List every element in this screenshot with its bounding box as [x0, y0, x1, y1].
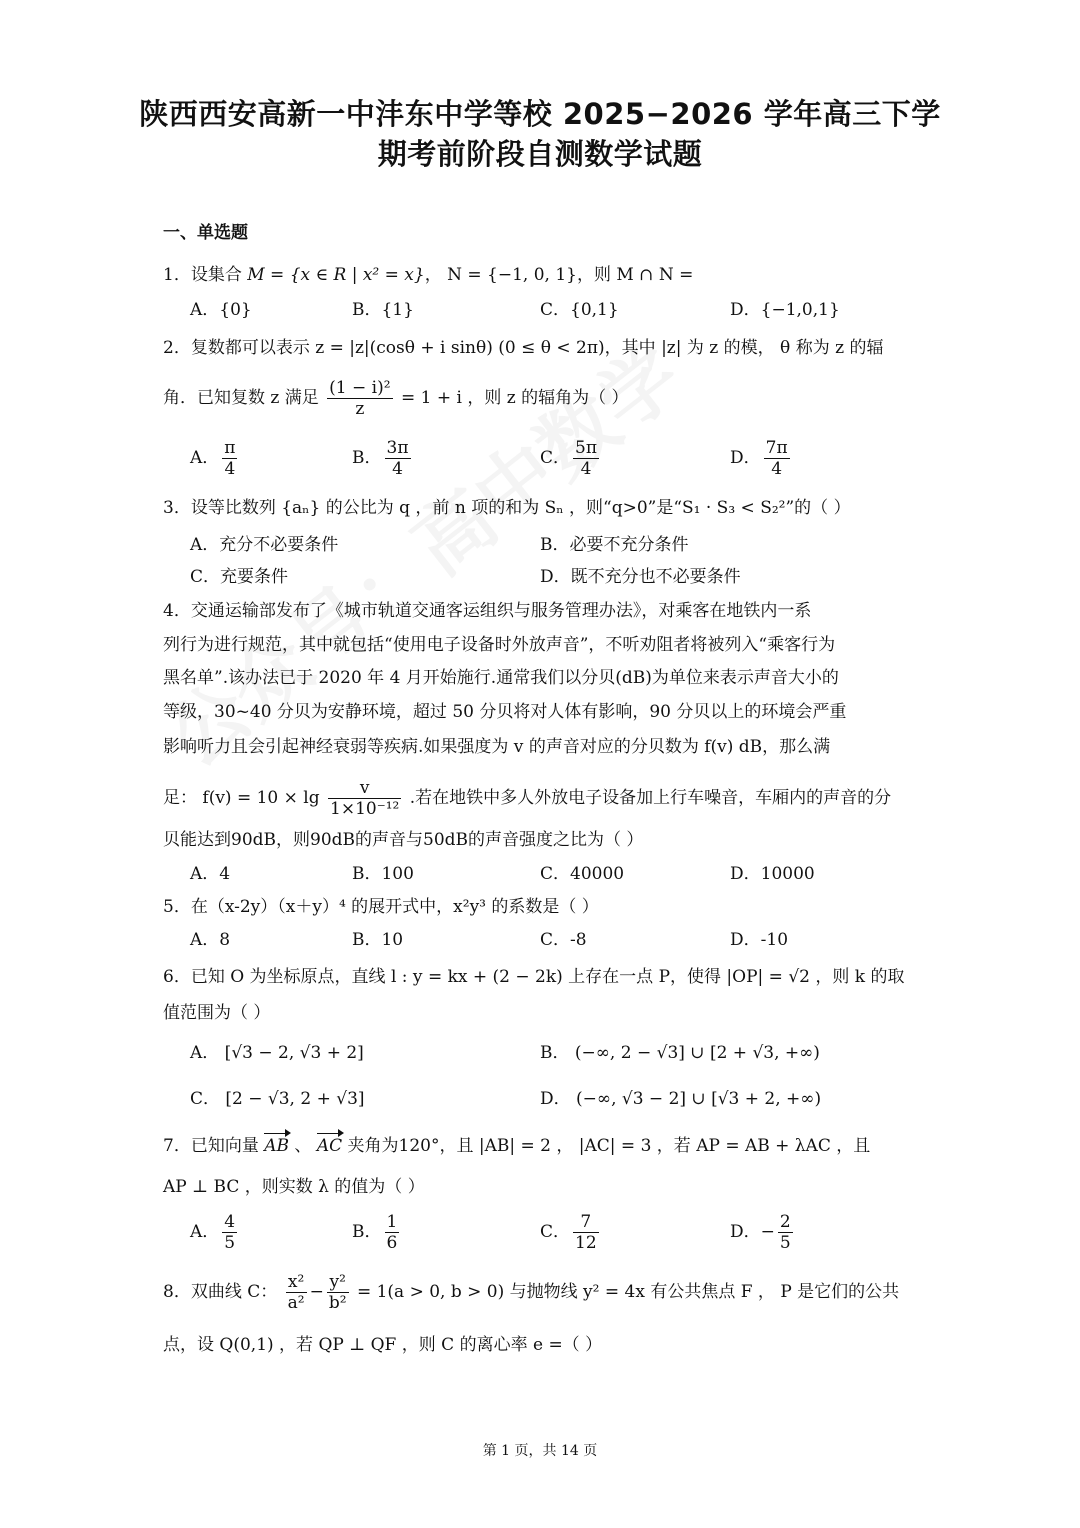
question-4-line-7: 贝能达到90dB，则90dB的声音与50dB的声音强度之比为（ ）	[163, 830, 644, 850]
q7-option-d: D．− $\frac{2}{5}$	[730, 1212, 791, 1253]
q4-option-b: B．100	[352, 864, 414, 884]
q1-option-d: D．{−1,0,1}	[730, 300, 840, 320]
q5-option-b: B．10	[352, 930, 404, 950]
watermark	[140, 146, 918, 788]
title-line-1: 陕西西安高新一中沣东中学等校 2025−2026 学年高三下学	[139, 97, 941, 131]
question-4-line-6: 足： f(v) = 10 × lg $\frac{v}{\text{1×10⁻¹²}}$ .若在地铁中多人外放电子设备加上行车噪音，车厢内的声音的分	[163, 778, 892, 819]
question-6-line-2: 值范围为（ ）	[163, 1003, 271, 1023]
q6-option-b: B． (−∞, 2 − √3] ∪ [2 + √3, +∞)	[540, 1043, 820, 1063]
question-6-line-1: 6．已知 O 为坐标原点，直线 l : y = kx + (2 − 2k) 上存在一点 P，使得 |OP| = √2 ，则 k 的取	[163, 967, 905, 987]
question-8-line-2: 点，设 Q(0,1) ，若 QP ⊥ QF ，则 C 的离心率 e =（ ）	[163, 1335, 603, 1355]
question-7-line-1: 7．已知向量 AB 、 AC 夹角为120°，且 |AB| = 2 ， |AC| = 3 ，若 AP = AB + λAC ，且	[163, 1136, 871, 1156]
q7-option-b: B． $\frac{1}{6}$	[352, 1212, 398, 1253]
q2-option-a: A． $\frac{\pi}{4}$	[190, 438, 236, 479]
question-4-line-4: 等级，30~40 分贝为安静环境，超过 50 分贝将对人体有影响，90 分贝以上的环境会严重	[163, 702, 847, 722]
q1-option-b: B．{1}	[352, 300, 414, 320]
q2-option-b: B． $\frac{3\pi}{4}$	[352, 438, 409, 479]
q3-option-b: B．必要不充分条件	[540, 535, 689, 555]
q2-fraction: $\frac{\text{(1 − i)²}}{z}$	[329, 378, 391, 419]
q7-option-a: A． $\frac{4}{5}$	[190, 1212, 236, 1253]
question-1-stem: 1．设集合 M = {x ∈ R | x² = x}， N = {−1, 0, 1}，则 M ∩ N =	[163, 265, 694, 285]
title-line-2: 期考前阶段自测数学试题	[377, 137, 703, 171]
q6-option-c: C． [2 − √3, 2 + √3]	[190, 1089, 365, 1109]
q4-option-a: A．4	[190, 864, 231, 884]
section-heading: 一、单选题	[163, 223, 248, 243]
question-2-line-2: 角．已知复数 z 满足 $\frac{\text{(1 − i)²}}{z}$ = 1 + i ，则 z 的辐角为（ ）	[163, 378, 629, 419]
question-8-line-1: 8．双曲线 C： $\frac{\text{x²}}{\text{a²}}$ − $\frac{\text{y²}}{\text{b²}}$ = 1(a > 0, b > 0) 与抛物线 y² = 4x 有公共焦点 F ， P 是它们的公共	[163, 1272, 900, 1313]
q3-option-d: D．既不充分也不必要条件	[540, 567, 741, 587]
q5-option-d: D．-10	[730, 930, 789, 950]
q6-option-d: D． (−∞, √3 − 2] ∪ [√3 + 2, +∞)	[540, 1089, 822, 1109]
question-4-line-2: 列行为进行规范，其中就包括“使用电子设备时外放声音”，不听劝阻者将被列入“乘客行为	[163, 635, 836, 655]
question-2-line-1: 2．复数都可以表示 z = |z|(cosθ + i sinθ) (0 ≤ θ < 2π)，其中 |z| 为 z 的模， θ 称为 z 的辐	[163, 338, 884, 358]
q5-option-a: A．8	[190, 930, 231, 950]
q2-option-c: C． $\frac{5\pi}{4}$	[540, 438, 598, 479]
q6-option-a: A． [√3 − 2, √3 + 2]	[190, 1043, 364, 1063]
q1-option-a: A．{0}	[190, 300, 252, 320]
q7-option-c: C． $\frac{7}{12}$	[540, 1212, 597, 1253]
question-4-line-5: 影响听力且会引起神经衰弱等疾病.如果强度为 v 的声音对应的分贝数为 f(v) dB，那么满	[163, 737, 831, 757]
question-4-line-1: 4．交通运输部发布了《城市轨道交通客运组织与服务管理办法》，对乘客在地铁内一系	[163, 601, 812, 621]
question-7-line-2: AP ⊥ BC ，则实数 λ 的值为（ ）	[163, 1177, 425, 1197]
q4-fraction: $\frac{v}{\text{1×10⁻¹²}}$	[330, 778, 400, 819]
q4-option-c: C．40000	[540, 864, 625, 884]
q5-option-c: C．-8	[540, 930, 587, 950]
question-4-line-3: 黑名单”.该办法已于 2020 年 4 月开始施行.通常我们以分贝(dB)为单位来表示声音大小的	[163, 668, 839, 688]
question-3-stem: 3．设等比数列 {aₙ} 的公比为 q ，前 n 项的和为 Sₙ ，则“q>0”是“S₁ · S₃ < S₂²”的（ ）	[163, 498, 851, 518]
question-5-stem: 5．在（x-2y）（x＋y）⁴ 的展开式中，x²y³ 的系数是（ ）	[163, 897, 599, 917]
q4-option-d: D．10000	[730, 864, 815, 884]
q3-option-c: C．充要条件	[190, 567, 289, 587]
q3-option-a: A．充分不必要条件	[190, 535, 339, 555]
q2-option-d: D． $\frac{7\pi}{4}$	[730, 438, 788, 479]
page-footer: 第 1 页，共 14 页	[482, 1443, 598, 1459]
q1-option-c: C．{0,1}	[540, 300, 619, 320]
